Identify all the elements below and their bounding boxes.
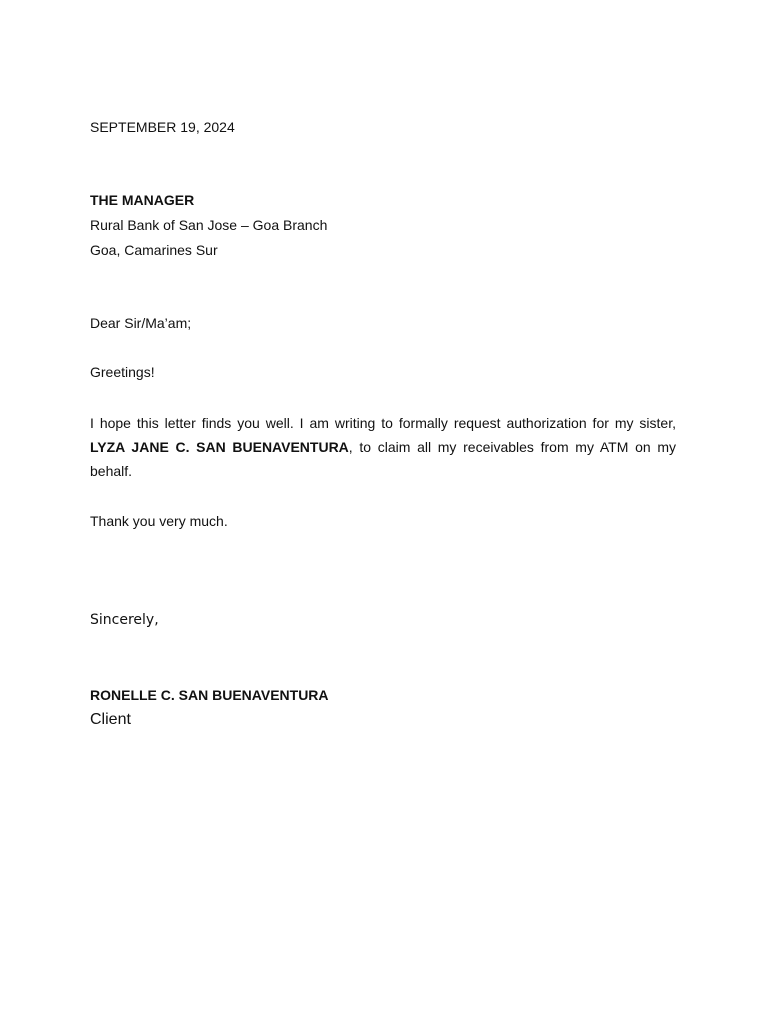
signatory-name: RONELLE C. SAN BUENAVENTURA	[90, 687, 329, 703]
letter-date: SEPTEMBER 19, 2024	[90, 119, 235, 135]
body-rest: , to claim all my receivables from my ATM on my behalf.	[90, 439, 676, 479]
salutation: Dear Sir/Ma’am;	[90, 315, 192, 331]
body-intro: I hope this letter finds you well. I am writing to formally request authorization for my sister,	[90, 415, 676, 431]
recipient-title: THE MANAGER	[90, 192, 195, 208]
recipient-bank: Rural Bank of San Jose – Goa Branch	[90, 217, 328, 233]
signatory-role: Client	[90, 711, 131, 728]
closing: Sincerely,	[90, 612, 159, 628]
greeting: Greetings!	[90, 364, 155, 380]
recipient-location: Goa, Camarines Sur	[90, 242, 218, 258]
body-paragraph	[90, 411, 676, 483]
thanks-line: Thank you very much.	[90, 513, 228, 529]
authorized-name: LYZA JANE C. SAN BUENAVENTURA	[90, 439, 349, 455]
